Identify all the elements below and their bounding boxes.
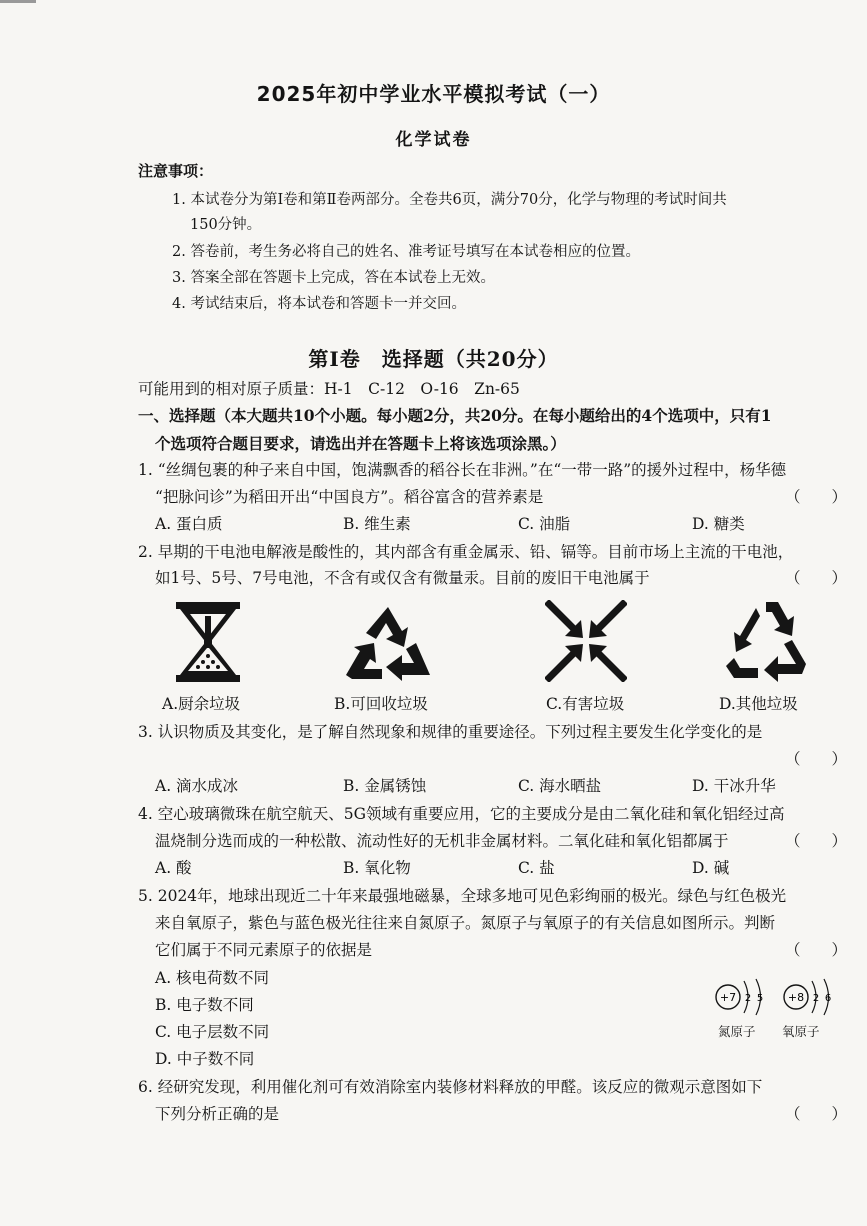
notice-item-3: 3. 答案全部在答题卡上完成，答在本试卷上无效。 (172, 270, 495, 286)
notice-item-1: 1. 本试卷分为第Ⅰ卷和第Ⅱ卷两部分。全卷共6页，满分70分，化学与物理的考试时间共 (172, 192, 727, 208)
q2-option-c: C.有害垃圾 (546, 695, 625, 713)
q3-line-1: 3. 认识物质及其变化，是了解自然现象和规律的重要途径。下列过程主要发生化学变化的是 (138, 723, 763, 741)
q5-option-b: B. 电子数不同 (155, 996, 254, 1014)
oxygen-shell-2: 6 (824, 993, 832, 1004)
instruction-line-1: 一、选择题（本大题共10个小题。每小题2分，共20分。在每小题给出的4个选项中，只有1 (138, 406, 772, 425)
exam-subtitle: 化学试卷 (395, 130, 472, 150)
oxygen-atom-diagram (780, 975, 836, 1019)
q5-line-2: 来自氧原子，紫色与蓝色极光往往来自氮原子。氮原子与氧原子的有关信息如图所示。判断 (155, 914, 776, 932)
q4-option-a: A. 酸 (155, 859, 192, 877)
nitrogen-shell-2: 5 (756, 993, 764, 1004)
notice-heading: 注意事项： (138, 162, 214, 180)
triangle-arrows-icon (722, 598, 810, 684)
q5-answer-paren: （ ） (785, 941, 848, 959)
nitrogen-nucleus-charge: +7 (719, 991, 737, 1004)
q6-answer-paren: （ ） (785, 1105, 848, 1123)
inward-arrows-icon (545, 600, 627, 682)
q1-option-a: A. 蛋白质 (155, 515, 223, 533)
q3-option-a: A. 滴水成冰 (155, 777, 239, 795)
nitrogen-shell-1: 2 (744, 993, 752, 1004)
q2-answer-paren: （ ） (785, 569, 848, 587)
scan-mark (0, 0, 36, 3)
section-title: 第Ⅰ卷 选择题（共20分） (308, 347, 559, 371)
q4-option-d: D. 碱 (692, 859, 730, 877)
q1-option-d: D. 糖类 (692, 515, 745, 533)
q5-option-a: A. 核电荷数不同 (155, 969, 270, 987)
q4-option-b: B. 氧化物 (343, 859, 411, 877)
q3-answer-paren: （ ） (785, 750, 848, 768)
q2-line-2: 如1号、5号、7号电池，不含有或仅含有微量汞。目前的废旧干电池属于 (155, 569, 650, 587)
q4-line-1: 4. 空心玻璃微珠在航空航天、5G领域有重要应用，它的主要成分是由二氧化硅和氧化铝经过高 (138, 805, 785, 823)
q2-option-d: D.其他垃圾 (719, 695, 798, 713)
oxygen-shell-1: 2 (812, 993, 820, 1004)
oxygen-atom-label: 氧原子 (782, 1024, 820, 1039)
nitrogen-atom-label: 氮原子 (718, 1024, 756, 1039)
q5-line-3: 它们属于不同元素原子的依据是 (155, 941, 373, 959)
q1-line-2: “把脉问诊”为稻田开出“中国良方”。稻谷富含的营养素是 (155, 488, 544, 506)
notice-item-2: 2. 答卷前，考生务必将自己的姓名、准考证号填写在本试卷相应的位置。 (172, 244, 640, 260)
instruction-line-2: 个选项符合题目要求，请选出并在答题卡上将该选项涂黑。） (155, 434, 566, 453)
notice-item-4: 4. 考试结束后，将本试卷和答题卡一并交回。 (172, 296, 466, 312)
exam-title: 2025年初中学业水平模拟考试（一） (256, 82, 611, 106)
q5-option-c: C. 电子层数不同 (155, 1023, 270, 1041)
q1-option-b: B. 维生素 (343, 515, 411, 533)
q3-option-b: B. 金属锈蚀 (343, 777, 427, 795)
q5-option-d: D. 中子数不同 (155, 1050, 255, 1068)
hourglass-icon (170, 600, 246, 684)
q2-line-1: 2. 早期的干电池电解液是酸性的，其内部含有重金属汞、铅、镉等。目前市场上主流的干电池， (138, 543, 794, 561)
q6-line-1: 6. 经研究发现，利用催化剂可有效消除室内装修材料释放的甲醛。该反应的微观示意图如下 (138, 1078, 763, 1096)
q2-option-b: B.可回收垃圾 (334, 695, 428, 713)
atomic-mass-line: 可能用到的相对原子质量：H-1 C-12 O-16 Zn-65 (138, 380, 520, 398)
q4-answer-paren: （ ） (785, 832, 848, 850)
q4-option-c: C. 盐 (518, 859, 555, 877)
nitrogen-atom-diagram (712, 975, 768, 1019)
recycle-arrows-icon (342, 603, 434, 683)
q2-option-a: A.厨余垃圾 (162, 695, 241, 713)
q6-line-2: 下列分析正确的是 (155, 1105, 280, 1123)
q5-line-1: 5. 2024年，地球出现近二十年来最强地磁暴，全球多地可见色彩绚丽的极光。绿色与红色极光 (138, 887, 787, 905)
q1-line-1: 1. “丝绸包裹的种子来自中国，饱满飘香的稻谷长在非洲。”在“一带一路”的援外过程中，杨华德 (138, 461, 787, 479)
notice-item-1-cont: 150分钟。 (190, 217, 262, 233)
q3-option-c: C. 海水晒盐 (518, 777, 602, 795)
q3-option-d: D. 干冰升华 (692, 777, 776, 795)
q4-line-2: 温烧制分选而成的一种松散、流动性好的无机非金属材料。二氧化硅和氧化铝都属于 (155, 832, 729, 850)
q1-answer-paren: （ ） (785, 488, 848, 506)
q1-option-c: C. 油脂 (518, 515, 571, 533)
oxygen-nucleus-charge: +8 (787, 991, 805, 1004)
